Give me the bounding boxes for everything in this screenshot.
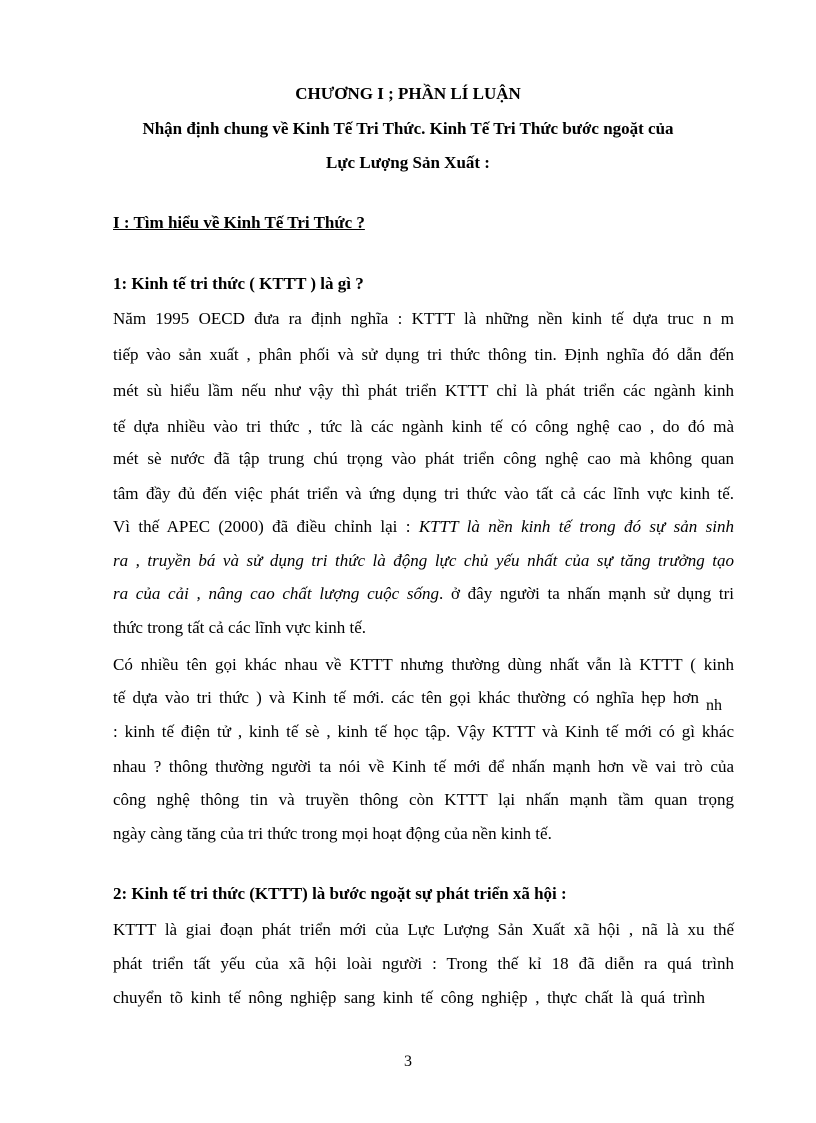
paragraph-line: Năm 1995 OECD đưa ra định nghĩa : KTTT là những nền kinh tế dựa truc n m — [113, 309, 734, 328]
paragraph-line — [113, 584, 734, 604]
paragraph-line — [113, 551, 734, 571]
paragraph-line: tế dựa vào tri thức ) và Kinh tế mới. các tên gọi khác thường có nghĩa hẹp hơn — [113, 688, 699, 707]
subtitle-line-1: Nhận định chung về Kinh Tế Tri Thức. Kinh Tế Tri Thức bước ngoặt của — [142, 119, 674, 138]
paragraph-line: KTTT là giai đoạn phát triển mới của Lực Lượng Sản Xuất xã hội , nã là xu thế — [113, 920, 734, 939]
chapter-title: CHƯƠNG I ; PHẦN LÍ LUẬN — [295, 84, 521, 103]
paragraph-line: mét sè nước đã tập trung chú trọng vào phát triển công nghệ cao mà không quan — [113, 449, 734, 468]
paragraph-line: công nghệ thông tin và truyền thông còn KTTT lại nhấn mạnh tầm quan trọng — [113, 790, 734, 809]
paragraph-line: tiếp vào sản xuất , phân phối và sử dụng tri thức thông tin. Định nghĩa đó dẫn đến — [113, 345, 734, 364]
paragraph-line: tâm đầy đủ đến việc phát triển và ứng dụng tri thức vào tất cả các lĩnh vực kinh tế. — [113, 484, 734, 503]
paragraph-line: nhau ? thông thường người ta nói về Kinh tế mới để nhấn mạnh hơn về vai trò của — [113, 757, 734, 776]
stray-text: nh — [706, 697, 722, 714]
section-heading: I : Tìm hiểu về Kinh Tế Tri Thức ? — [113, 213, 365, 232]
paragraph-line: Có nhiều tên gọi khác nhau về KTTT nhưng thường dùng nhất vẫn là KTTT ( kinh — [113, 655, 734, 674]
paragraph-line: ngày càng tăng của tri thức trong mọi hoạt động của nền kinh tế. — [113, 824, 552, 843]
paragraph-text: Vì thế APEC (2000) đã điều chỉnh lại : — [113, 517, 419, 536]
paragraph-text: . ở đây người ta nhấn mạnh sử dụng tri — [439, 584, 734, 603]
paragraph-line: phát triển tất yếu của xã hội loài người : Trong thế kỉ 18 đã diễn ra quá trình — [113, 954, 734, 973]
subtitle-line-2: Lực Lượng Sản Xuất : — [326, 153, 490, 172]
subsection-2-heading: 2: Kinh tế tri thức (KTTT) là bước ngoặt sự phát triển xã hội : — [113, 884, 567, 903]
paragraph-line: : kinh tế điện tử , kinh tế sè , kinh tế học tập. Vậy KTTT và Kinh tế mới có gì khác — [113, 722, 734, 741]
paragraph-line: thức trong tất cả các lĩnh vực kinh tế. — [113, 618, 367, 637]
italic-definition: KTTT là nền kinh tế trong đó sự sản sinh — [418, 517, 734, 536]
italic-definition: ra , truyền bá và sử dụng tri thức là động lực chủ yếu nhất của sự tăng trưởng tạo — [113, 551, 734, 570]
subsection-1-heading: 1: Kinh tế tri thức ( KTTT ) là gì ? — [113, 274, 364, 293]
paragraph-line: tế dựa nhiều vào tri thức , tức là các ngành kinh tế có công nghệ cao , do đó mà — [113, 417, 734, 436]
paragraph-line: chuyển tõ kinh tế nông nghiệp sang kinh tế công nghiệp , thực chất là quá trình — [113, 988, 705, 1007]
paragraph-line: mét sù hiểu lầm nếu như vậy thì phát triển KTTT chỉ là phát triển các ngành kinh — [113, 381, 734, 400]
paragraph-line — [113, 517, 734, 537]
italic-definition: ra của cải , nâng cao chất lượng cuộc sống — [113, 584, 440, 603]
page-number: 3 — [404, 1053, 412, 1070]
